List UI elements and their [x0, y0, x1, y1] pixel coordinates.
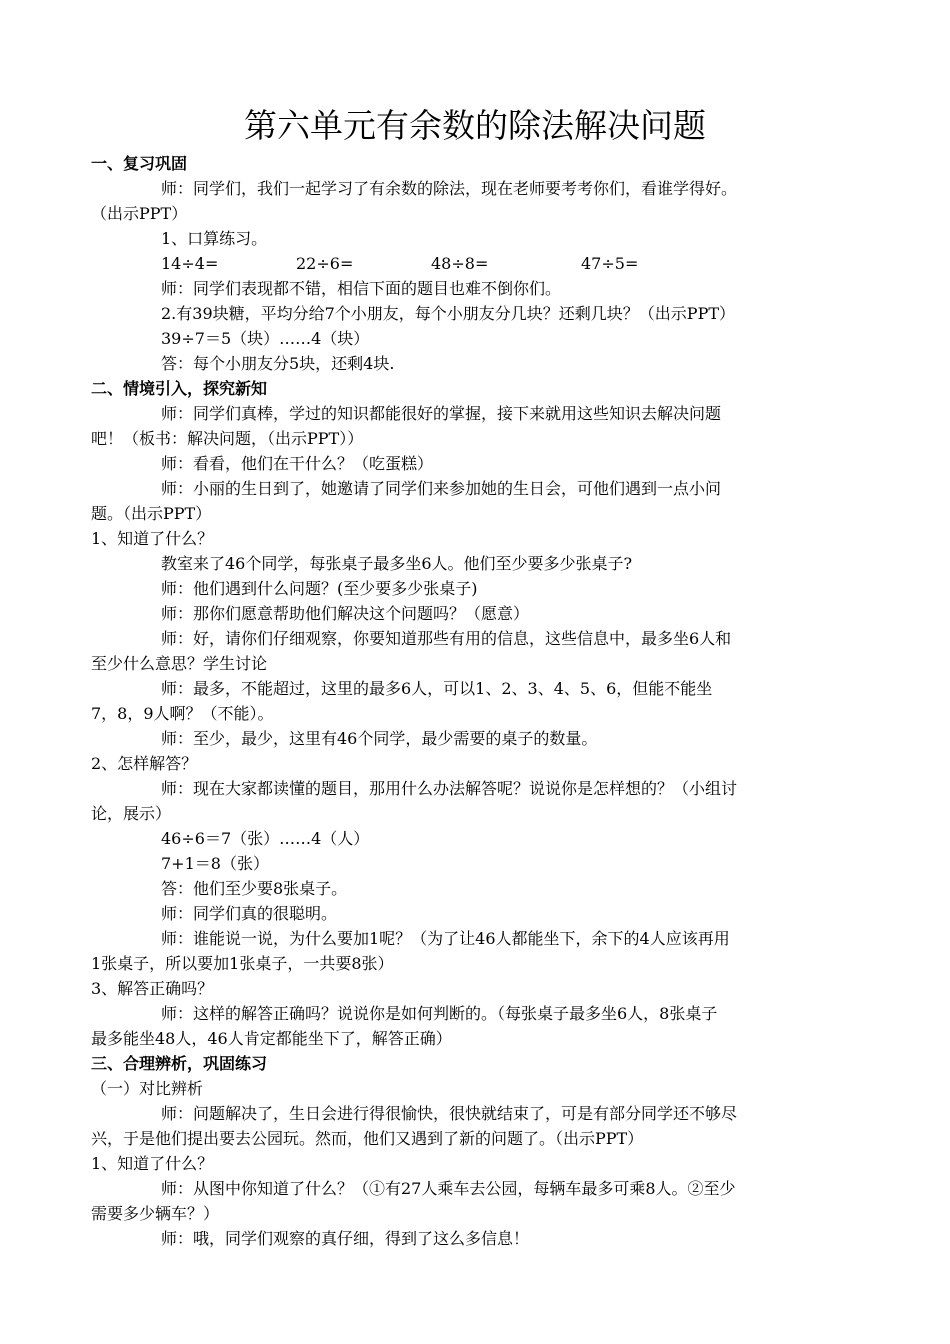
subheading-line: 3、解答正确吗？: [91, 979, 214, 998]
paragraph-line: 师：谁能说一说，为什么要加1呢？（为了让46人都能坐下，余下的4人应该再用: [161, 929, 730, 948]
paragraph-line: 师：看看，他们在干什么？（吃蛋糕）: [161, 454, 434, 473]
calc-item: 48÷8=: [431, 254, 489, 273]
paragraph-line: 师：同学们真棒，学过的知识都能很好的掌握，接下来就用这些知识去解决问题: [161, 404, 722, 423]
paragraph-line: 师：他们遇到什么问题？(至少要多少张桌子): [161, 579, 478, 598]
calc-item: 47÷5=: [581, 254, 639, 273]
paragraph-line: 7，8，9人啊？（不能）。: [91, 704, 274, 723]
paragraph-line: 兴，于是他们提出要去公园玩。然而，他们又遇到了新的问题了。（出示PPT）: [91, 1129, 644, 1148]
paragraph-line: 师：最多，不能超过，这里的最多6人，可以1、2、3、4、5、6，但能不能坐: [161, 679, 713, 698]
paragraph-line: 师：问题解决了，生日会进行得很愉快，很快就结束了，可是有部分同学还不够尽: [161, 1104, 738, 1123]
section-heading: 一、复习巩固: [91, 154, 188, 173]
paragraph-line: 需要多少辆车？）: [91, 1204, 220, 1223]
paragraph-line: 师：这样的解答正确吗？说说你是如何判断的。（每张桌子最多坐6人，8张桌子: [161, 1004, 718, 1023]
paragraph-line: 师：至少，最少，这里有46个同学，最少需要的桌子的数量。: [161, 729, 598, 748]
paragraph-line: 师：同学们真的很聪明。: [161, 904, 338, 923]
equation-line: 46÷6＝7（张）……4（人）: [161, 829, 370, 848]
paragraph-line: 1张桌子，所以要加1张桌子，一共要8张）: [91, 954, 394, 973]
paragraph-line: 师：现在大家都读懂的题目，那用什么办法解答呢？说说你是怎样想的？（小组讨: [161, 779, 738, 798]
calc-item: 14÷4=: [161, 254, 219, 273]
paragraph-line: 师：同学们，我们一起学习了有余数的除法，现在老师要考考你们，看谁学得好。: [161, 179, 738, 198]
subheading-line: 1、口算练习。: [161, 229, 268, 248]
answer-line: 答：每个小朋友分5块，还剩4块.: [161, 354, 395, 373]
paragraph-line: 师：好，请你们仔细观察，你要知道那些有用的信息，这些信息中，最多坐6人和: [161, 629, 732, 648]
paragraph-line: 教室来了46个同学，每张桌子最多坐6人。他们至少要多少张桌子?: [161, 554, 633, 573]
paragraph-line: 论，展示）: [91, 804, 172, 823]
subheading-line: 1、知道了什么？: [91, 529, 214, 548]
paragraph-line: 师：从图中你知道了什么？（①有27人乘车去公园，每辆车最多可乘8人。②至少: [161, 1179, 736, 1198]
mental-math-row: [91, 251, 861, 276]
subheading-line: 2、怎样解答？: [91, 754, 198, 773]
calc-item: 22÷6=: [296, 254, 354, 273]
paragraph-line: 吧！（板书：解决问题，（出示PPT））: [91, 429, 364, 448]
equation-line: 39÷7＝5（块）……4（块）: [161, 329, 370, 348]
paragraph-line: 最多能坐48人，46人肯定都能坐下了，解答正确）: [91, 1029, 452, 1048]
answer-line: 答：他们至少要8张桌子。: [161, 879, 348, 898]
section-heading: 三、合理辨析，巩固练习: [91, 1054, 268, 1073]
paragraph-line: 师：同学们表现都不错，相信下面的题目也难不倒你们。: [161, 279, 562, 298]
document-body: [91, 151, 861, 1251]
paragraph-line: 题。（出示PPT）: [91, 504, 212, 523]
equation-line: 7+1＝8（张）: [161, 854, 269, 873]
paragraph-line: 至少什么意思？学生讨论: [91, 654, 268, 673]
subheading-line: （一）对比辨析: [91, 1079, 204, 1098]
paragraph-line: 师：小丽的生日到了，她邀请了同学们来参加她的生日会，可他们遇到一点小问: [161, 479, 722, 498]
paragraph-line: （出示PPT）: [91, 204, 188, 223]
paragraph-line: 2.有39块糖，平均分给7个小朋友，每个小朋友分几块？还剩几块？（出示PPT）: [161, 304, 736, 323]
document-title: 第六单元有余数的除法解决问题: [244, 106, 706, 145]
section-heading: 二、情境引入，探究新知: [91, 379, 268, 398]
paragraph-line: 师：那你们愿意帮助他们解决这个问题吗？（愿意）: [161, 604, 530, 623]
paragraph-line: 师：哦，同学们观察的真仔细，得到了这么多信息！: [161, 1229, 530, 1248]
subheading-line: 1、知道了什么？: [91, 1154, 214, 1173]
